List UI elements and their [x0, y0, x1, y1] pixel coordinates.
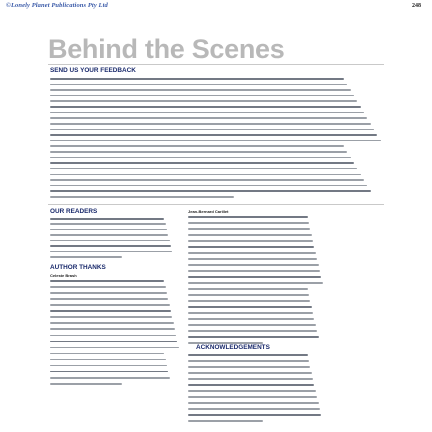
body-text-line: [50, 234, 168, 236]
body-text-line: [188, 408, 320, 410]
body-text-line: [50, 377, 170, 379]
feedback-heading: SEND US YOUR FEEDBACK: [50, 67, 136, 74]
author-name-celeste: Celeste Brash: [50, 273, 77, 278]
body-text-line: [50, 335, 176, 337]
body-text-line: [50, 322, 174, 324]
body-text-line: [50, 365, 167, 367]
body-text-line: [188, 318, 314, 320]
body-text-line: [188, 354, 308, 356]
body-text-line: [50, 218, 164, 220]
body-text-line: [188, 252, 316, 254]
acknowledgements-body-text: [188, 354, 324, 422]
body-text-line: [50, 157, 351, 159]
body-text-line: [50, 304, 170, 306]
body-text-line: [50, 280, 164, 282]
body-text-line: [188, 288, 308, 290]
body-text-line: [50, 316, 172, 318]
body-text-line: [50, 112, 364, 114]
body-text-line: [188, 264, 319, 266]
body-text-line: [188, 330, 317, 332]
body-text-line: [188, 300, 310, 302]
body-text-line: [50, 190, 371, 192]
body-text-line: [50, 89, 351, 91]
body-text-line: [188, 306, 312, 308]
body-text-line: [50, 162, 354, 164]
body-text-line: [50, 145, 344, 147]
readers-heading: OUR READERS: [50, 208, 98, 215]
body-text-line: [50, 223, 166, 225]
body-text-line: [50, 140, 381, 142]
body-text-line: [50, 240, 170, 242]
body-text-line: [50, 328, 175, 330]
body-text-line: [188, 246, 314, 248]
body-text-line: [188, 360, 309, 362]
body-text-line: [50, 168, 357, 170]
body-text-line: [188, 402, 319, 404]
body-text-line: [50, 185, 367, 187]
feedback-body-text: [50, 78, 384, 198]
body-text-line: [50, 129, 374, 131]
body-text-line: [188, 282, 323, 284]
body-text-line: [50, 347, 179, 349]
feedback-rule: [48, 204, 384, 205]
body-text-line: [50, 292, 167, 294]
title-rule: [48, 64, 384, 65]
page-title: Behind the Scenes: [48, 34, 285, 64]
acknowledgements-heading: ACKNOWLEDGEMENTS: [196, 344, 270, 351]
body-text-line: [50, 371, 168, 373]
body-text-line: [50, 353, 164, 355]
readers-body-text: [50, 218, 180, 258]
body-text-line: [50, 123, 371, 125]
page-number: 248: [412, 3, 421, 9]
body-text-line: [50, 298, 168, 300]
body-text-line: [50, 310, 171, 312]
body-text-line: [188, 276, 321, 278]
body-text-line: [50, 174, 361, 176]
body-text-line: [50, 383, 122, 385]
second-author-body-text: [188, 216, 324, 344]
body-text-line: [50, 95, 354, 97]
body-text-line: [188, 234, 312, 236]
body-text-line: [188, 336, 319, 338]
body-text-line: [188, 270, 320, 272]
body-text-line: [50, 256, 122, 258]
body-text-line: [188, 324, 316, 326]
body-text-line: [50, 245, 171, 247]
body-text-line: [50, 84, 347, 86]
body-text-line: [50, 134, 377, 136]
body-text-line: [188, 390, 316, 392]
body-text-line: [188, 420, 263, 422]
body-text-line: [50, 359, 166, 361]
body-text-line: [188, 240, 313, 242]
body-text-line: [188, 294, 309, 296]
body-text-line: [50, 286, 166, 288]
body-text-line: [50, 179, 364, 181]
body-text-line: [50, 229, 167, 231]
body-text-line: [188, 378, 313, 380]
publisher-credit: ©Lonely Planet Publications Pty Ltd: [6, 2, 108, 9]
body-text-line: [188, 258, 317, 260]
body-text-line: [188, 372, 312, 374]
body-text-line: [188, 228, 310, 230]
body-text-line: [50, 341, 177, 343]
author-name-jean-bernard: Jean-Bernard Carillet: [188, 209, 229, 214]
body-text-line: [188, 366, 310, 368]
body-text-line: [50, 251, 172, 253]
body-text-line: [50, 100, 357, 102]
body-text-line: [188, 414, 321, 416]
body-text-line: [50, 78, 344, 80]
author-thanks-body-text: [50, 280, 180, 385]
body-text-line: [188, 384, 314, 386]
body-text-line: [188, 216, 308, 218]
body-text-line: [50, 117, 367, 119]
body-text-line: [50, 196, 234, 198]
body-text-line: [188, 222, 309, 224]
author-thanks-heading: AUTHOR THANKS: [50, 264, 106, 271]
body-text-line: [188, 312, 313, 314]
running-head: [0, 0, 432, 16]
body-text-line: [188, 396, 317, 398]
body-text-line: [50, 151, 347, 153]
body-text-line: [50, 106, 361, 108]
